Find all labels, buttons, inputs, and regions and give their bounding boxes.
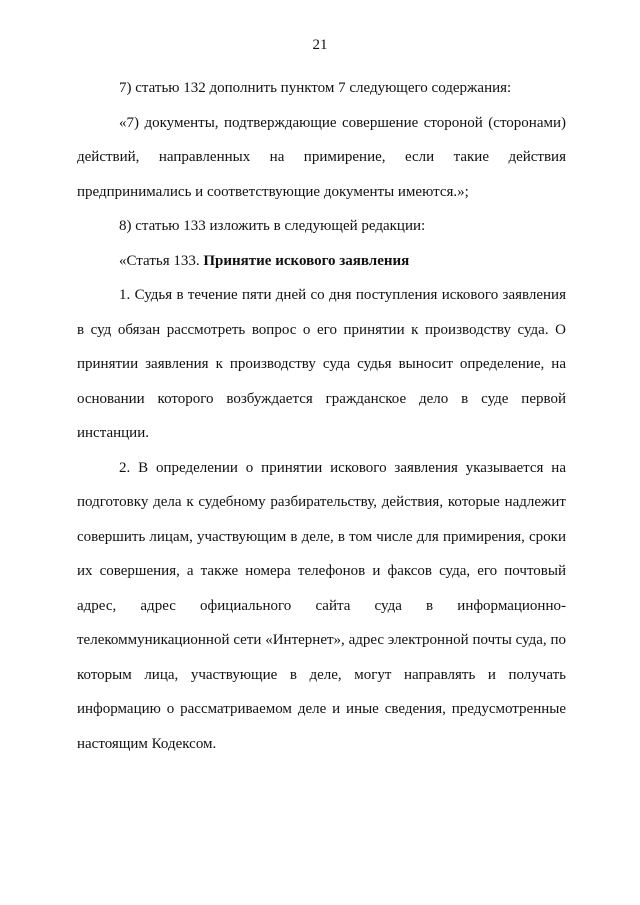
paragraph-quoted-item-7: «7) документы, подтверждающие совершение стороной (сторонами) действий, направленных на примирение, если такие действия предпринимались и соответствующие документы имеются.»;	[77, 114, 566, 200]
document-body	[77, 71, 566, 761]
article-heading	[77, 244, 566, 279]
paragraph-item-7: 7) статью 132 дополнить пунктом 7 следующего содержания:	[119, 80, 512, 96]
paragraph-clause-1: 1. Судья в течение пяти дней со дня поступления искового заявления в суд обязан рассмотреть вопрос о его принятии к производству суда. О принятии заявления к производству суда судья выносит определение, на основании которого возбуждается гражданское дело в суде первой инстанции.	[77, 287, 566, 441]
paragraph-item-8: 8) статью 133 изложить в следующей редакции:	[119, 218, 426, 234]
article-heading-title: Принятие искового заявления	[203, 252, 410, 269]
article-heading-prefix: «Статья 133.	[119, 252, 204, 269]
paragraph-clause-2: 2. В определении о принятии искового заявления указывается на подготовку дела к судебному разбирательству, действия, которые надлежит совершить лицам, участвующим в деле, в том числе для примирения, сроки их совершения, а также номера телефонов и факсов суда, его почтовый адрес, адрес официального сайта суда в информационно-телекоммуникационной сети «Интернет», адрес электронной почты суда, по которым лица, участвующие в деле, могут направлять и получать информацию о рассматриваемом деле и иные сведения, предусмотренные настоящим Кодексом.	[77, 459, 566, 752]
page-number: 21	[312, 37, 328, 53]
